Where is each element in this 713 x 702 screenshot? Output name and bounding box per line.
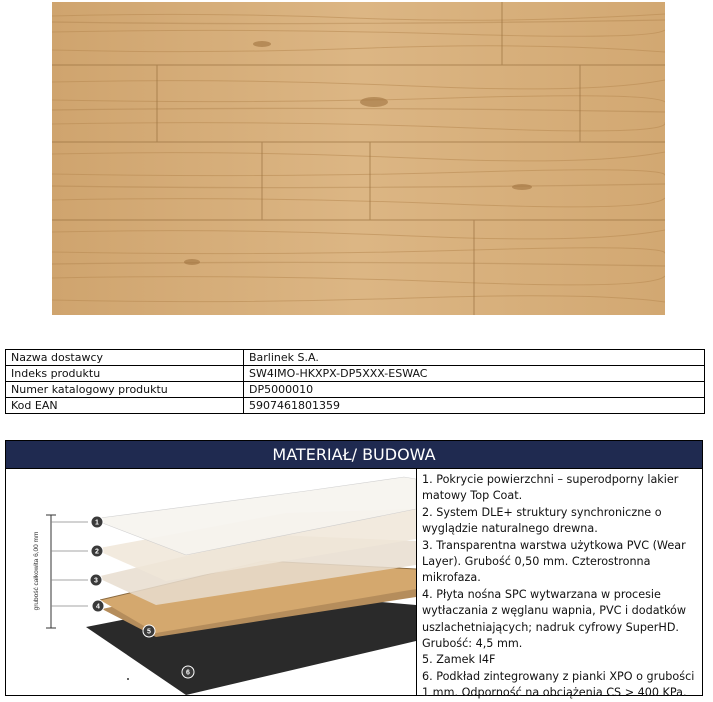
product-info-row [6, 350, 705, 366]
floor-layers-illustration [6, 469, 416, 696]
layer-marker-1 [91, 516, 103, 528]
layer-marker-5 [143, 625, 155, 637]
product-info-row [6, 398, 705, 414]
layer-description-item: 2. System DLE+ struktury synchroniczne o wyglądzie naturalnego drewna. [422, 505, 662, 536]
product-info-value: SW4IMO-HKXPX-DP5XXX-ESWAC [244, 366, 705, 382]
product-info-label: Numer katalogowy produktu [6, 382, 244, 398]
wood-floor-sample-image [52, 2, 665, 315]
layer-description-item: 5. Zamek I4F [422, 653, 496, 667]
layer-marker-6 [182, 666, 194, 678]
product-info-table [5, 349, 705, 414]
product-info-value: Barlinek S.A. [244, 350, 705, 366]
layer-marker-label: 3 [94, 577, 98, 585]
product-info-value: 5907461801359 [244, 398, 705, 414]
product-info-label: Kod EAN [6, 398, 244, 414]
layer-description-list [422, 472, 700, 702]
layer-description-item: 4. Płyta nośna SPC wytwarzana w procesie wytłaczania z węglanu wapnia, PVC i dodatków uszlachetniających; nadruk cyfrowy SuperHD. Grubość: 4,5 mm. [422, 587, 687, 651]
layer-description-item: 1. Pokrycie powierzchni – superodporny lakier matowy Top Coat. [422, 473, 679, 503]
layer-marker-label: 5 [147, 628, 151, 636]
layer-description-item: 6. Podkład zintegrowany z pianki XPO o grubości 1 mm. Odporność na obciążenia CS > 400 KPa. [422, 669, 695, 700]
layer-marker-3 [90, 574, 102, 586]
layer-marker-4 [92, 600, 104, 612]
layer-marker-2 [91, 545, 103, 557]
product-info-label: Nazwa dostawcy [6, 350, 244, 366]
section-divider [416, 469, 417, 696]
layer-marker-label: 6 [186, 669, 190, 677]
layer-marker-label: 4 [96, 603, 100, 611]
layer-marker-label: 1 [95, 519, 99, 527]
product-info-value: DP5000010 [244, 382, 705, 398]
material-structure-section [5, 440, 703, 700]
product-info-row [6, 382, 705, 398]
thickness-label: grubość całkowita 6,00 mm [33, 531, 40, 611]
product-info-row [6, 366, 705, 382]
layer-marker-label: 2 [95, 548, 99, 556]
layer-description-item: 3. Transparentna warstwa użytkowa PVC (Wear Layer). Grubość 0,50 mm. Czterostronna mikrofaza. [422, 538, 686, 585]
product-info-label: Indeks produktu [6, 366, 244, 382]
material-section-title: MATERIAŁ/ BUDOWA [6, 441, 702, 469]
thickness-dimension-line [46, 515, 56, 628]
